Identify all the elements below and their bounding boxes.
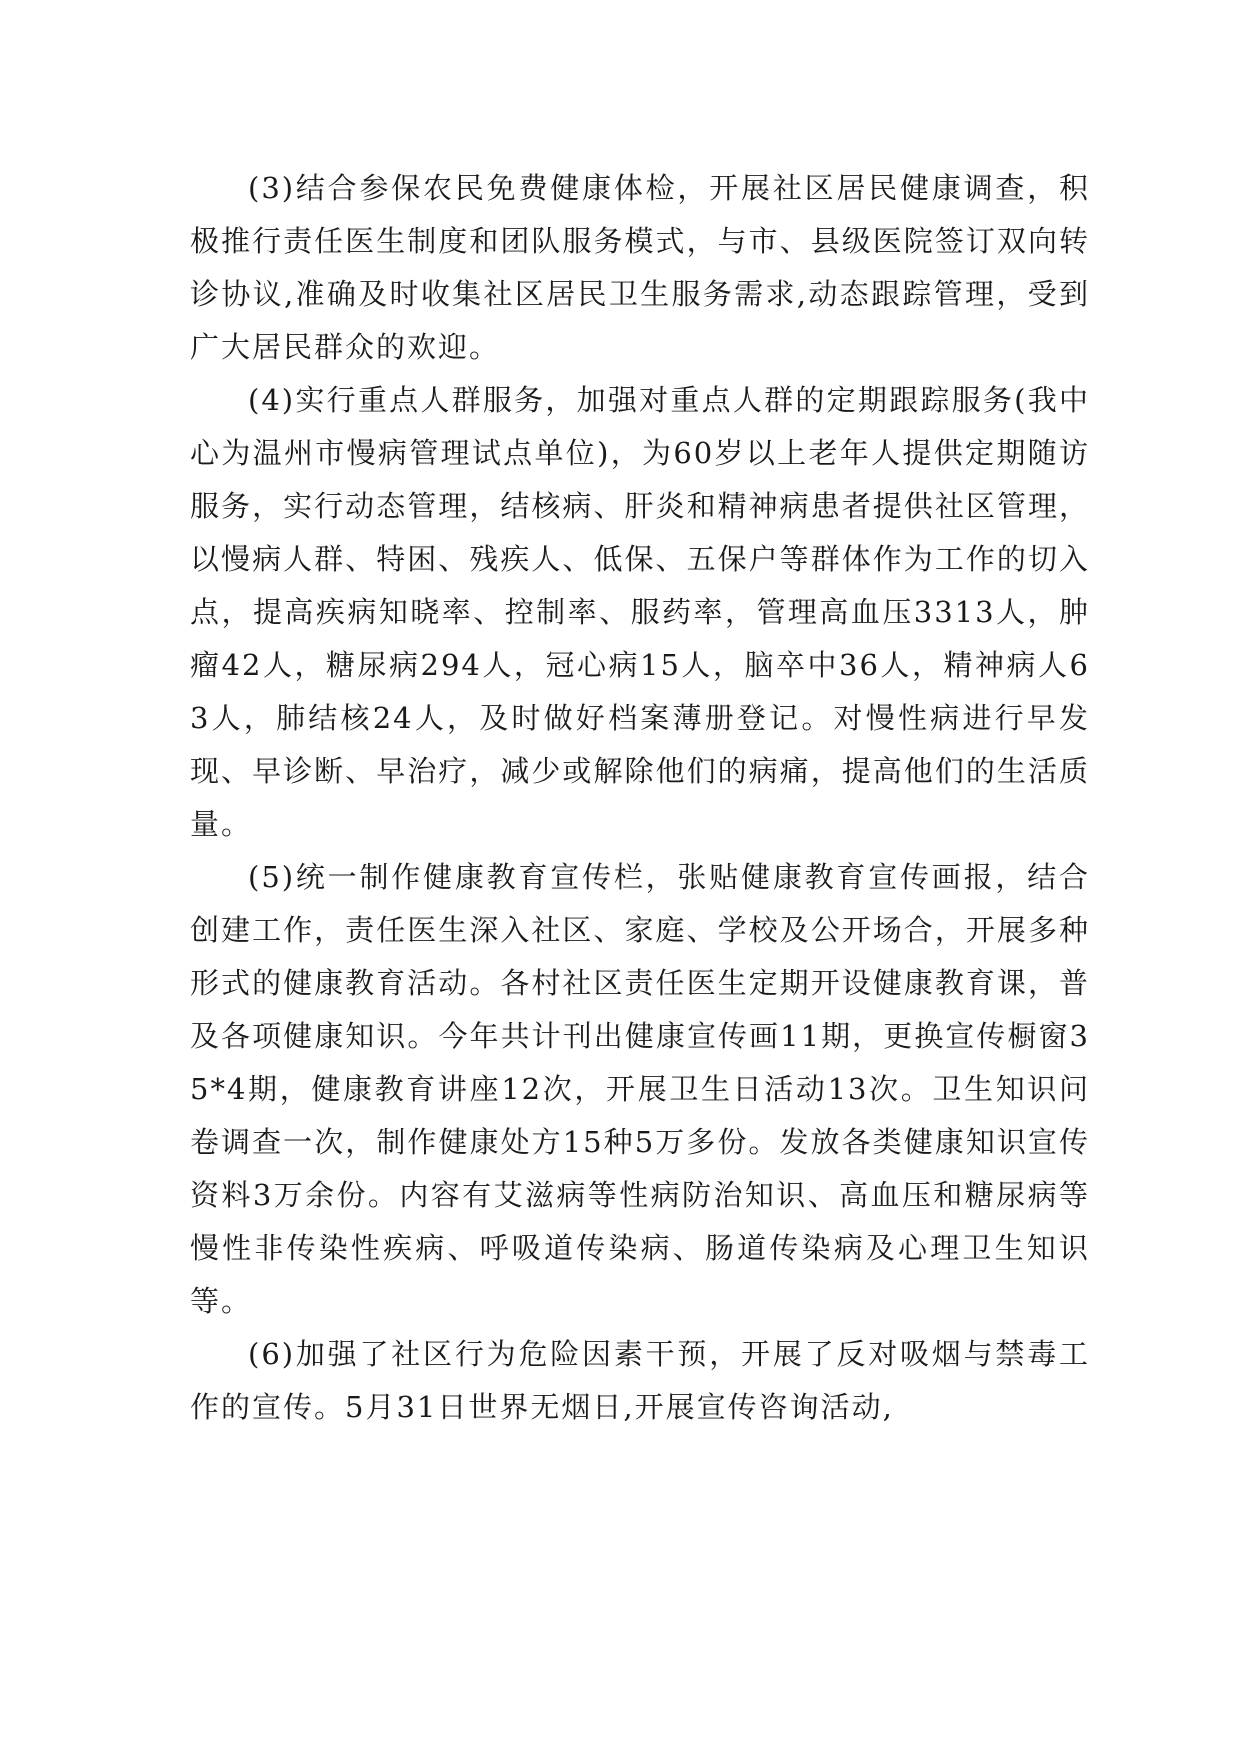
paragraph-item-6: (6)加强了社区行为危险因素干预，开展了反对吸烟与禁毒工作的宣传。5月31日世界无烟日,开展宣传咨询活动, (190, 1337, 1090, 1424)
paragraph-item-3: (3)结合参保农民免费健康体检，开展社区居民健康调查，积极推行责任医生制度和团队服务模式，与市、县级医院签订双向转诊协议,准确及时收集社区居民卫生服务需求,动态跟踪管理，受到广大居民群众的欢迎。 (190, 171, 1090, 364)
paragraph-item-5: (5)统一制作健康教育宣传栏，张贴健康教育宣传画报，结合创建工作，责任医生深入社区、家庭、学校及公开场合，开展多种形式的健康教育活动。各村社区责任医生定期开设健康教育课，普及各项健康知识。今年共计刊出健康宣传画11期，更换宣传橱窗35*4期，健康教育讲座12次，开展卫生日活动13次。卫生知识问卷调查一次，制作健康处方15种5万多份。发放各类健康知识宣传资料3万余份。内容有艾滋病等性病防治知识、高血压和糖尿病等慢性非传染性疾病、呼吸道传染病、肠道传染病及心理卫生知识等。 (190, 860, 1090, 1318)
paragraph-item-4: (4)实行重点人群服务，加强对重点人群的定期跟踪服务(我中心为温州市慢病管理试点单位)，为60岁以上老年人提供定期随访服务，实行动态管理，结核病、肝炎和精神病患者提供社区管理，以慢病人群、特困、残疾人、低保、五保户等群体作为工作的切入点，提高疾病知晓率、控制率、服药率，管理高血压3313人，肿瘤42人，糖尿病294人，冠心病15人，脑卒中36人，精神病人63人，肺结核24人，及时做好档案薄册登记。对慢性病进行早发现、早诊断、早治疗，减少或解除他们的病痛，提高他们的生活质量。 (190, 383, 1090, 841)
document-body (190, 162, 1090, 1434)
